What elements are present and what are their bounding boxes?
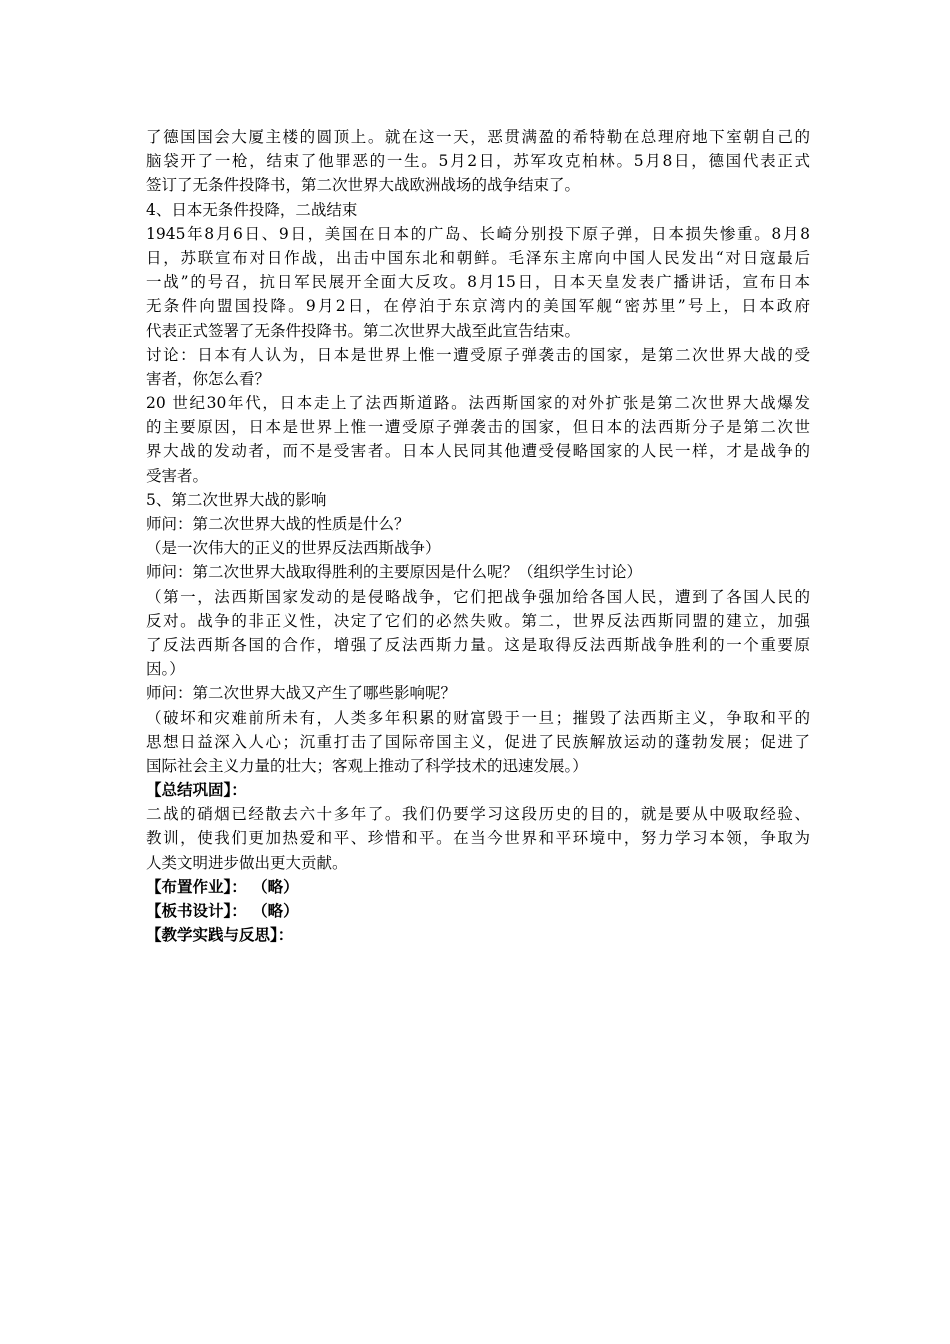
text-line: 反对。战争的非正义性，决定了它们的必然失败。第二，世界反法西斯同盟的建立，加强 — [146, 611, 810, 630]
text-line: 国际社会主义力量的壮大；客观上推动了科学技术的迅速发展。） — [146, 756, 588, 775]
text-line: 师问：第二次世界大战又产生了哪些影响呢？ — [146, 684, 457, 703]
text-line: 脑袋开了一枪，结束了他罪恶的一生。5月2日，苏军攻克柏林。5月8日，德国代表正式 — [146, 152, 810, 171]
text-line: 人类文明进步做出更大贡献。 — [146, 853, 348, 872]
text-line: 日，苏联宣布对日作战，出击中国东北和朝鲜。毛泽东主席向中国人民发出“对日寇最后 — [146, 248, 810, 267]
text-line: 二战的硝烟已经散去六十多年了。我们仍要学习这段历史的目的，就是要从中吸取经验、 — [146, 805, 810, 824]
text-line: 的主要原因，日本是世界上惟一遭受原子弹袭击的国家，但日本的法西斯分子是第二次世 — [146, 418, 810, 437]
text-line: （第一，法西斯国家发动的是侵略战争，它们把战争强加给各国人民，遭到了各国人民的 — [146, 587, 810, 606]
section-heading-line: 【板书设计】： （略） — [146, 901, 299, 920]
text-line: 20 世纪30年代，日本走上了法西斯道路。法西斯国家的对外扩张是第二次世界大战爆发 — [146, 394, 810, 413]
text-line: 思想日益深入人心；沉重打击了国际帝国主义，促进了民族解放运动的蓬勃发展；促进了 — [146, 732, 810, 751]
text-line: 了反法西斯各国的合作，增强了反法西斯力量。这是取得反法西斯战争胜利的一个重要原 — [146, 635, 810, 654]
document-page — [146, 125, 810, 947]
text-line: 师问：第二次世界大战取得胜利的主要原因是什么呢？（组织学生讨论） — [146, 563, 643, 582]
text-line: 一战”的号召，抗日军民展开全面大反攻。8月15日，日本天皇发表广播讲话，宣布日本 — [146, 273, 810, 292]
text-line: 4、日本无条件投降，二战结束 — [146, 200, 358, 219]
text-line: 讨论：日本有人认为，日本是世界上惟一遭受原子弹袭击的国家，是第二次世界大战的受 — [146, 345, 810, 364]
text-line: 了德国国会大厦主楼的圆顶上。就在这一天，恶贯满盈的希特勒在总理府地下室朝自己的 — [146, 128, 810, 146]
text-line: 害者，你怎么看？ — [146, 369, 271, 388]
text-line: 无条件向盟国投降。9月2日，在停泊于东京湾内的美国军舰“密苏里”号上，日本政府 — [146, 297, 810, 316]
text-line: 签订了无条件投降书，第二次世界大战欧洲战场的战争结束了。 — [146, 176, 581, 195]
text-line: 受害者。 — [146, 466, 209, 485]
section-heading-line: 【总结巩固】： — [146, 780, 247, 800]
text-line: 教训，使我们更加热爱和平、珍惜和平。在当今世界和平环境中，努力学习本领，争取为 — [146, 829, 810, 848]
text-line: 因。） — [146, 660, 185, 679]
document-body — [146, 125, 810, 947]
text-line: 1945年8月6日、9日，美国在日本的广岛、长崎分别投下原子弹，日本损失惨重。8月8 — [146, 224, 810, 243]
text-line: （破坏和灾难前所未有，人类多年积累的财富毁于一旦；摧毁了法西斯主义，争取和平的 — [146, 708, 810, 727]
text-line: 代表正式签署了无条件投降书。第二次世界大战至此宣告结束。 — [146, 321, 581, 340]
text-line: 界大战的发动者，而不是受害者。日本人民同其他遭受侵略国家的人民一样，才是战争的 — [146, 442, 810, 461]
text-line: （是一次伟大的正义的世界反法西斯战争） — [146, 539, 441, 558]
text-line: 5、第二次世界大战的影响 — [146, 490, 327, 509]
section-heading-line: 【教学实践与反思】： — [146, 925, 294, 945]
section-heading-line: 【布置作业】： （略） — [146, 876, 299, 896]
text-line: 师问：第二次世界大战的性质是什么？ — [146, 515, 410, 533]
